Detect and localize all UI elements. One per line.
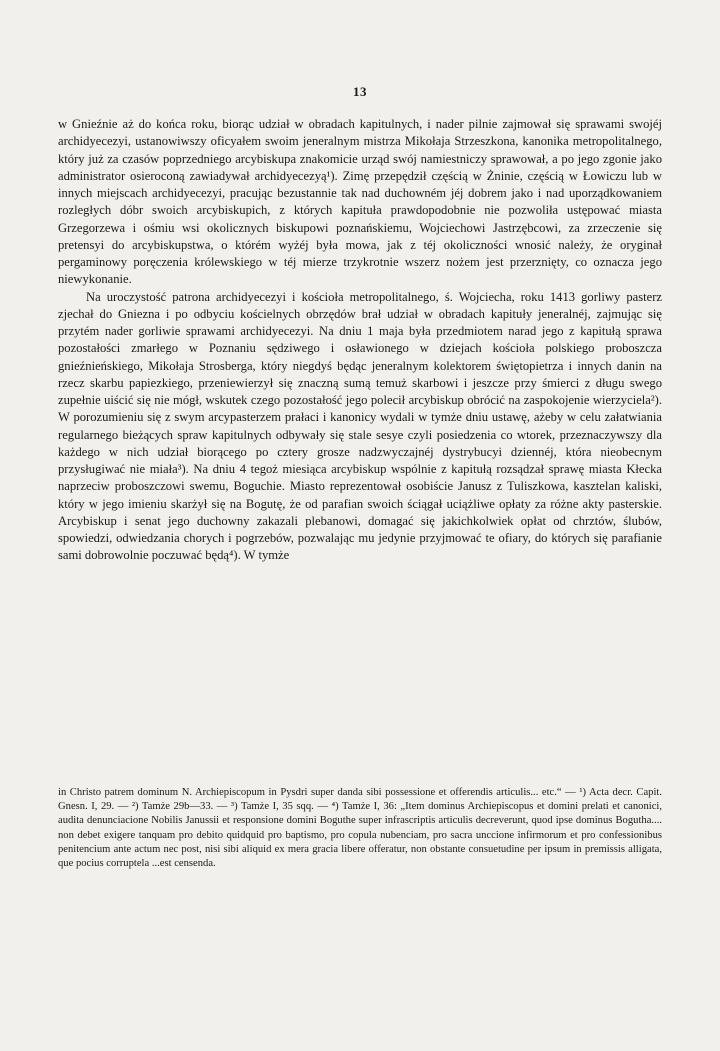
- paragraph-1: w Gnieźnie aż do końca roku, biorąc udział w obradach kapitulnych, i nader pilnie zajmował się sprawami swojéj archidyecezyi, ustanowiwszy oficyałem swoim jeneralnym mistrza Mikołaja Strzeszkona, kanonika metropolitalnego, który już za czasów poprzedniego arcybiskupa znakomicie urząd swój namiestniczy sprawował, a po jego zgonie jako administrator osieroconą zawiadywał archidyecezyą¹). Zimę przepędził częścią w Żninie, częścią w Łowiczu lub w innych miejscach archidyecezyi, pracując bezustannie tak nad duchowném jéj dobrem jako i nad uporządkowaniem rozległych dóbr swoich arcybiskupich, z których kapituła prawdopodobnie nie pozwoliła ustępować miasta Grzegorzewa i ośmiu wsi okolicznych biskupowi poznańskiemu, Wojciechowi Jastrzębcowi, za zrzeczenie się pretensyi do arcybiskupstwa, o którém wyżéj była mowa, jak z téj okoliczności wnosić należy, że oryginał pergaminowy poręczenia królewskiego w téj mierze trzykrotnie wszerz nożem jest przerznięty, co oznacza jego niewykonanie.: [58, 117, 662, 287]
- paragraph-2: Na uroczystość patrona archidyecezyi i kościoła metropolitalnego, ś. Wojciecha, roku 1413 gorliwy pasterz zjechał do Gniezna i po odbyciu kościelnych obrzędów brał udział w obradach kapituły jeneralnéj, zajmując się przytém nader gorliwie sprawami archidyecezyi. Na dniu 1 maja była przedmiotem narad jego z kapitułą sprawa pozostałości zmarłego w Poznaniu sędziwego i osławionego w dziejach kościoła polskiego proboszcza gnieźnieńskiego, Mikołaja Strosberga, który niegdyś będąc jeneralnym kolektorem świętopietrza i innych danin na rzecz skarbu papiezkiego, przeniewierzył się znaczną sumą temuż skarbowi i jeszcze przy śmierci z długu swego zupełnie uiścić się nie mógł, wskutek czego pozostałość jego polecił arcybiskup obrócić na zaspokojenie wierzyciela²). W porozumieniu się z swym arcypasterzem prałaci i kanonicy wydali w tymże dniu ustawę, ażeby w celu załatwiania regularnego bieżących spraw kapitulnych odbywały się stale sesye czyli posiedzenia co wtorek, przeznaczywszy dla każdego w nich udział biorącego po cztery grosze nadzwyczajnéj dystrybucyi dziennéj, która nieobecnym przysługiwać nie miała³). Na dniu 4 tegoż miesiąca arcybiskup wspólnie z kapitułą rozsądzał sprawę miasta Kłecka naprzeciw proboszczowi swemu, Boguchie. Miasto reprezentował osobiście Janusz z Tuliszkowa, kasztelan kaliski, który w jego imieniu skarżył się na Bogutę, że od parafian swoich ściągał uciążliwe opłaty za różne akty pasterskie. Arcybiskup i senat jego duchowny zakazali plebanowi, domagać się jakichkolwiek opłat od chrztów, ślubów, spowiedzi, odwiedzania chorych i pogrzebów, pozwalając mu jedynie przyjmować te ofiary, do których się parafianie sami dobrowolnie poczuwać będą⁴). W tymże: [58, 289, 662, 563]
- footnotes: [58, 786, 662, 871]
- page-number: 13: [353, 84, 367, 99]
- body-text: [58, 116, 662, 565]
- footnote-text: in Christo patrem dominum N. Archiepiscopum in Pysdri super danda sibi possessione et offerendis articulis... etc.“ — ¹) Acta decr. Capit. Gnesn. I, 29. — ²) Tamże 29b—33. — ³) Tamże I, 35 sqq. — ⁴) Tamże I, 36: „Item dominus Archiepiscopus et domini prelati et canonici, audita denunciacione Nobilis Janussii et responsione domini Boguthe super infrascriptis articulis decreverunt, quod ipse dominus Bogutha.... non debet exigere tanquam pro debito quidquid pro baptismo, pro copula nubenciam, pro sacra unccione infirmorum et pro confessionibus penitencium ante actum nec post, nisi sibi aliquid ex mera gracia libere offeratur, non obstante consuetudine per ipsum in premissis alligata, que pocius corruptela ...est censenda.: [58, 787, 662, 870]
